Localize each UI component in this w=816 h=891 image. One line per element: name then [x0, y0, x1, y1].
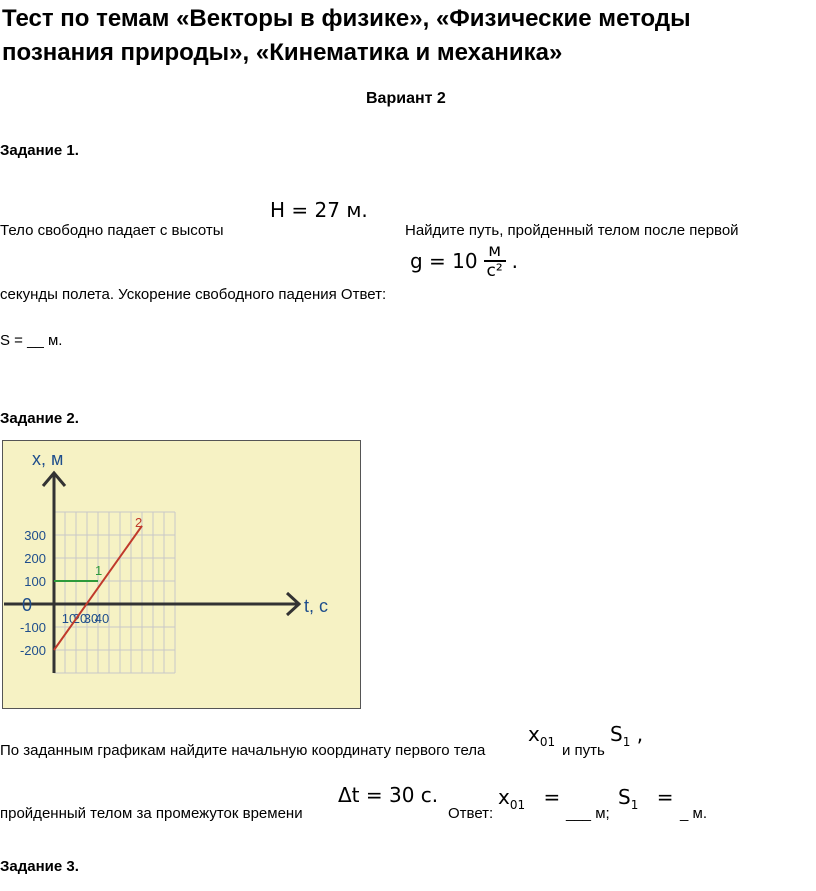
g-fraction [484, 242, 506, 280]
x-axis-label: t, c [304, 596, 329, 616]
s1-comma: , [636, 722, 644, 746]
answer-equals-1: = [543, 785, 561, 809]
page-title: Тест по темам «Векторы в физике», «Физические методы познания природы», «Кинематика и механика» [2, 5, 691, 66]
y-tick-label: 100 [24, 574, 46, 589]
g-end: . [511, 249, 518, 273]
y-axis-label: x, м [32, 449, 64, 469]
x-tick-label: 20 [72, 611, 88, 626]
height-formula: H = 27 м. [270, 198, 368, 222]
g-formula [410, 242, 518, 280]
y-tick-label: 200 [24, 551, 46, 566]
x01-sub: 01 [539, 735, 556, 749]
motion-graph [2, 440, 362, 710]
y-tick-label: 0 [21, 595, 32, 615]
y-tick-label: 300 [24, 528, 46, 543]
series-label-1: 1 [95, 563, 103, 578]
answer-x01-letter: x [498, 785, 510, 809]
answer-x01 [498, 785, 560, 812]
g-denominator: c² [486, 261, 503, 281]
graph-background [3, 441, 361, 709]
dt-formula: Δt = 30 c. [338, 783, 439, 807]
s1-symbol [610, 722, 643, 749]
y-tick-label: -100 [19, 620, 46, 635]
x-tick-label: 10 [61, 611, 77, 626]
y-tick-label: -200 [19, 643, 46, 658]
answer-s1 [618, 785, 673, 812]
answer-blank-1: ___ м; [566, 805, 610, 822]
g-expr: g = 10 [410, 249, 478, 273]
answer-label: Ответ: [448, 805, 494, 822]
and-path-text: и путь [562, 742, 605, 759]
s1-letter: S [610, 722, 623, 746]
x-tick-label: 40 [94, 611, 110, 626]
x01-letter: x [528, 722, 540, 746]
task1-text-line1: Тело свободно падает с высоты [0, 222, 224, 239]
task1-answer: S = __ м. [0, 332, 63, 349]
task2-heading: Задание 2. [0, 410, 79, 427]
answer-s1-letter: S [618, 785, 631, 809]
variant-label: Вариант 2 [366, 90, 446, 107]
answer-equals-2: = [656, 785, 674, 809]
task2-text-line2: пройденный телом за промежуток времени [0, 805, 303, 822]
task3-heading: Задание 3. [0, 858, 79, 875]
g-numerator: м [488, 241, 502, 261]
answer-blank-2: _ м. [680, 805, 707, 822]
task1-heading: Задание 1. [0, 142, 79, 159]
answer-s1-sub: 1 [630, 798, 639, 812]
x01-symbol [528, 722, 555, 749]
x-tick-label: 30 [83, 611, 99, 626]
task1-text-line2: секунды полета. Ускорение свободного падения Ответ: [0, 286, 387, 303]
answer-x01-sub: 01 [509, 798, 526, 812]
task1-text-line1-right: Найдите путь, пройденный телом после первой [405, 222, 739, 239]
series-label-2: 2 [135, 515, 143, 530]
s1-sub: 1 [622, 735, 631, 749]
task2-text-line1: По заданным графикам найдите начальную координату первого тела [0, 742, 486, 759]
